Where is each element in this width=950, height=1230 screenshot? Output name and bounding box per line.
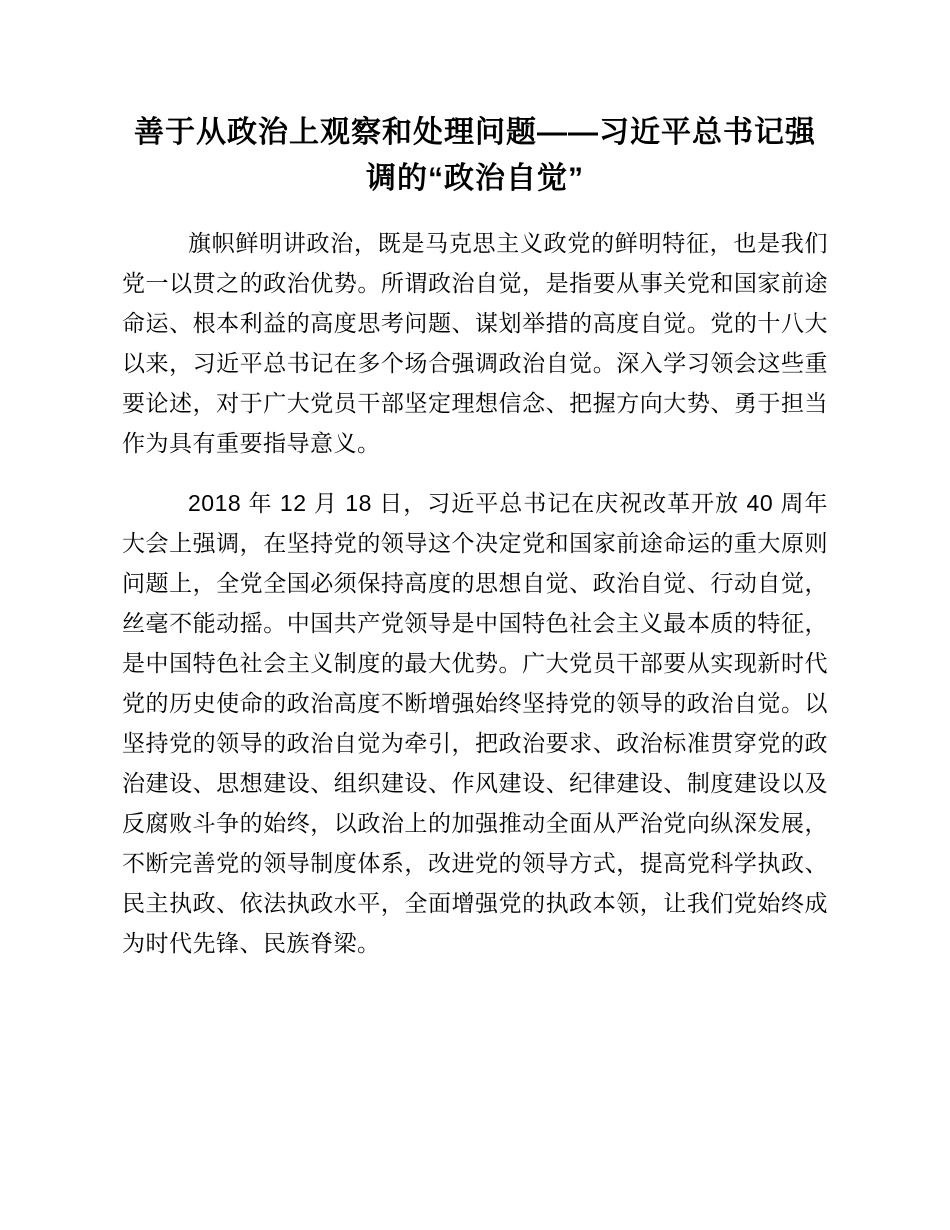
paragraph-speech-2018: 2018 年 12 月 18 日，习近平总书记在庆祝改革开放 40 周年大会上强调，在坚持党的领导这个决定党和国家前途命运的重大原则问题上，全党全国必须保持高度的思想自觉、政治自觉、行动自觉，丝毫不能动摇。中国共产党领导是中国特色社会主义最本质的特征，是中国特色社会主义制度的最大优势。广大党员干部要从实现新时代党的历史使命的政治高度不断增强始终坚持党的领导的政治自觉。以坚持党的领导的政治自觉为牵引，把政治要求、政治标准贯穿党的政治建设、思想建设、组织建设、作风建设、纪律建设、制度建设以及反腐败斗争的始终，以政治上的加强推动全面从严治党向纵深发展，不断完善党的领导制度体系，改进党的领导方式，提高党科学执政、民主执政、依法执政水平，全面增强党的执政本领，让我们党始终成为时代先锋、民族脊梁。 xyxy=(122,490,828,956)
document-title: 善于从政治上观察和处理问题——习近平总书记强调的“政治自觉” xyxy=(134,116,816,195)
paragraph-intro: 旗帜鲜明讲政治，既是马克思主义政党的鲜明特征，也是我们党一以贯之的政治优势。所谓政治自觉，是指要从事关党和国家前途命运、根本利益的高度思考问题、谋划举措的高度自觉。党的十八大以来，习近平总书记在多个场合强调政治自觉。深入学习领会这些重要论述，对于广大党员干部坚定理想信念、把握方向大势、勇于担当作为具有重要指导意义。 xyxy=(122,230,828,456)
